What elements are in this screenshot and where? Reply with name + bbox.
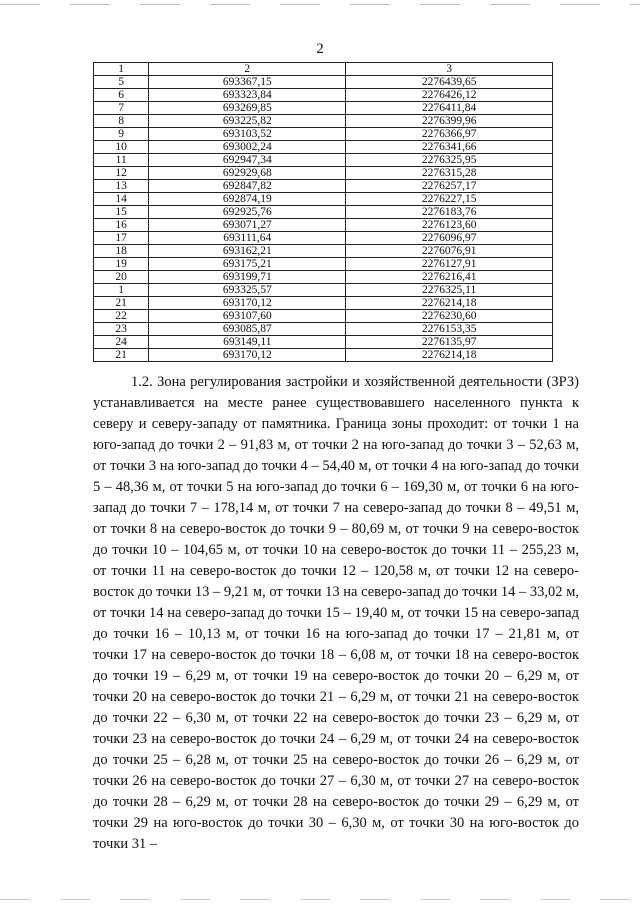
table-row	[94, 193, 553, 206]
cell-y-coordinate: 2276214,18	[346, 349, 553, 362]
cell-x-coordinate: 693170,12	[149, 349, 346, 362]
scan-edge-top	[0, 4, 640, 5]
cell-y-coordinate: 2276325,11	[346, 284, 553, 297]
cell-point-number: 18	[94, 245, 149, 258]
cell-y-coordinate: 2276341,66	[346, 141, 553, 154]
column-header-point: 1	[94, 63, 149, 76]
cell-x-coordinate: 693325,57	[149, 284, 346, 297]
table-row	[94, 349, 553, 362]
cell-x-coordinate: 693175,21	[149, 258, 346, 271]
cell-x-coordinate: 692947,34	[149, 154, 346, 167]
cell-x-coordinate: 693103,52	[149, 128, 346, 141]
table-row	[94, 297, 553, 310]
cell-y-coordinate: 2276135,97	[346, 336, 553, 349]
cell-y-coordinate: 2276325,95	[346, 154, 553, 167]
cell-y-coordinate: 2276076,91	[346, 245, 553, 258]
scan-edge-bottom	[0, 899, 640, 900]
cell-point-number: 21	[94, 349, 149, 362]
cell-y-coordinate: 2276096,97	[346, 232, 553, 245]
cell-point-number: 6	[94, 89, 149, 102]
cell-point-number: 11	[94, 154, 149, 167]
column-header-x: 2	[149, 63, 346, 76]
cell-y-coordinate: 2276439,65	[346, 76, 553, 89]
cell-y-coordinate: 2276426,12	[346, 89, 553, 102]
cell-x-coordinate: 693225,82	[149, 115, 346, 128]
table-row	[94, 232, 553, 245]
cell-point-number: 8	[94, 115, 149, 128]
cell-x-coordinate: 693162,21	[149, 245, 346, 258]
cell-x-coordinate: 693002,24	[149, 141, 346, 154]
table-row	[94, 115, 553, 128]
cell-point-number: 17	[94, 232, 149, 245]
cell-x-coordinate: 693107,60	[149, 310, 346, 323]
cell-x-coordinate: 693323,84	[149, 89, 346, 102]
cell-y-coordinate: 2276366,97	[346, 128, 553, 141]
cell-x-coordinate: 693269,85	[149, 102, 346, 115]
table-row	[94, 180, 553, 193]
cell-point-number: 12	[94, 167, 149, 180]
table-row	[94, 167, 553, 180]
cell-x-coordinate: 693367,15	[149, 76, 346, 89]
table-row	[94, 271, 553, 284]
table-row	[94, 284, 553, 297]
cell-y-coordinate: 2276216,41	[346, 271, 553, 284]
cell-y-coordinate: 2276153,35	[346, 323, 553, 336]
cell-y-coordinate: 2276183,76	[346, 206, 553, 219]
cell-y-coordinate: 2276411,84	[346, 102, 553, 115]
table-row	[94, 219, 553, 232]
cell-y-coordinate: 2276230,60	[346, 310, 553, 323]
table-body	[94, 76, 553, 362]
table-row	[94, 89, 553, 102]
cell-point-number: 23	[94, 323, 149, 336]
table-row	[94, 245, 553, 258]
cell-y-coordinate: 2276257,17	[346, 180, 553, 193]
cell-point-number: 1	[94, 284, 149, 297]
table-row	[94, 128, 553, 141]
cell-point-number: 13	[94, 180, 149, 193]
cell-y-coordinate: 2276315,28	[346, 167, 553, 180]
cell-x-coordinate: 693111,64	[149, 232, 346, 245]
page-number: 2	[316, 41, 324, 57]
table-row	[94, 141, 553, 154]
cell-point-number: 9	[94, 128, 149, 141]
table-header-row	[94, 63, 553, 76]
cell-x-coordinate: 692929,68	[149, 167, 346, 180]
coordinates-table	[93, 62, 553, 362]
cell-x-coordinate: 693085,87	[149, 323, 346, 336]
cell-point-number: 20	[94, 271, 149, 284]
cell-y-coordinate: 2276127,91	[346, 258, 553, 271]
cell-y-coordinate: 2276227,15	[346, 193, 553, 206]
cell-x-coordinate: 693199,71	[149, 271, 346, 284]
cell-x-coordinate: 693170,12	[149, 297, 346, 310]
cell-y-coordinate: 2276399,96	[346, 115, 553, 128]
cell-y-coordinate: 2276123,60	[346, 219, 553, 232]
paragraph-text: 1.2. Зона регулирования застройки и хозяйственной деятельности (ЗРЗ) устанавливается на месте ранее существовавшего населенного пункта к северу и северу-западу от памятника. Граница зоны проходит: от точки 1 на юго-запад до точки 2 – 91,83 м, от точки 2 на юго-запад до точки 3 – 52,63 м, от точки 3 на юго-запад до точки 4 – 54,40 м, от точки 4 на юго-запад до точки 5 – 48,36 м, от точки 5 на юго-запад до точки 6 – 169,30 м, от точки 6 на юго-запад до точки 7 – 178,14 м, от точки 7 на северо-запад до точки 8 – 49,51 м, от точки 8 на северо-восток до точки 9 – 80,69 м, от точки 9 на северо-восток до точки 10 – 104,65 м, от точки 10 на северо-восток до точки 11 – 255,23 м, от точки 11 на северо-восток до точки 12 – 120,58 м, от точки 12 на северо-восток до точки 13 – 9,21 м, от точки 13 на северо-запад до точки 14 – 33,02 м, от точки 14 на северо-запад до точки 15 – 19,40 м, от точки 15 на северо-запад до точки 16 – 10,13 м, от точки 16 на юго-запад до точки 17 – 21,81 м, от точки 17 на северо-восток до точки 18 – 6,08 м, от точки 18 на северо-восток до точки 19 – 6,29 м, от точки 19 на северо-восток до точки 20 – 6,29 м, от точки 20 на северо-восток до точки 21 – 6,29 м, от точки 21 на северо-восток до точки 22 – 6,30 м, от точки 22 на северо-восток до точки 23 – 6,29 м, от точки 23 на северо-восток до точки 24 – 6,29 м, от точки 24 на северо-восток до точки 25 – 6,28 м, от точки 25 на северо-восток до точки 26 – 6,29 м, от точки 26 на северо-восток до точки 27 – 6,30 м, от точки 27 на северо-восток до точки 28 – 6,29 м, от точки 28 на северо-восток до точки 29 – 6,29 м, от точки 29 на юго-восток до точки 30 – 6,30 м, от точки 30 на юго-восток до точки 31 –	[93, 374, 579, 852]
cell-x-coordinate: 693149,11	[149, 336, 346, 349]
table-row	[94, 310, 553, 323]
cell-point-number: 10	[94, 141, 149, 154]
cell-x-coordinate: 692847,82	[149, 180, 346, 193]
table-row	[94, 76, 553, 89]
table-row	[94, 102, 553, 115]
cell-x-coordinate: 692925,76	[149, 206, 346, 219]
table-row	[94, 336, 553, 349]
cell-point-number: 15	[94, 206, 149, 219]
table-row	[94, 206, 553, 219]
cell-point-number: 16	[94, 219, 149, 232]
table-row	[94, 154, 553, 167]
cell-point-number: 14	[94, 193, 149, 206]
cell-point-number: 19	[94, 258, 149, 271]
cell-y-coordinate: 2276214,18	[346, 297, 553, 310]
zone-description-paragraph	[93, 372, 579, 855]
cell-x-coordinate: 693071,27	[149, 219, 346, 232]
cell-point-number: 21	[94, 297, 149, 310]
column-header-y: 3	[346, 63, 553, 76]
table-row	[94, 258, 553, 271]
cell-point-number: 24	[94, 336, 149, 349]
cell-x-coordinate: 692874,19	[149, 193, 346, 206]
cell-point-number: 7	[94, 102, 149, 115]
table-row	[94, 323, 553, 336]
cell-point-number: 22	[94, 310, 149, 323]
cell-point-number: 5	[94, 76, 149, 89]
